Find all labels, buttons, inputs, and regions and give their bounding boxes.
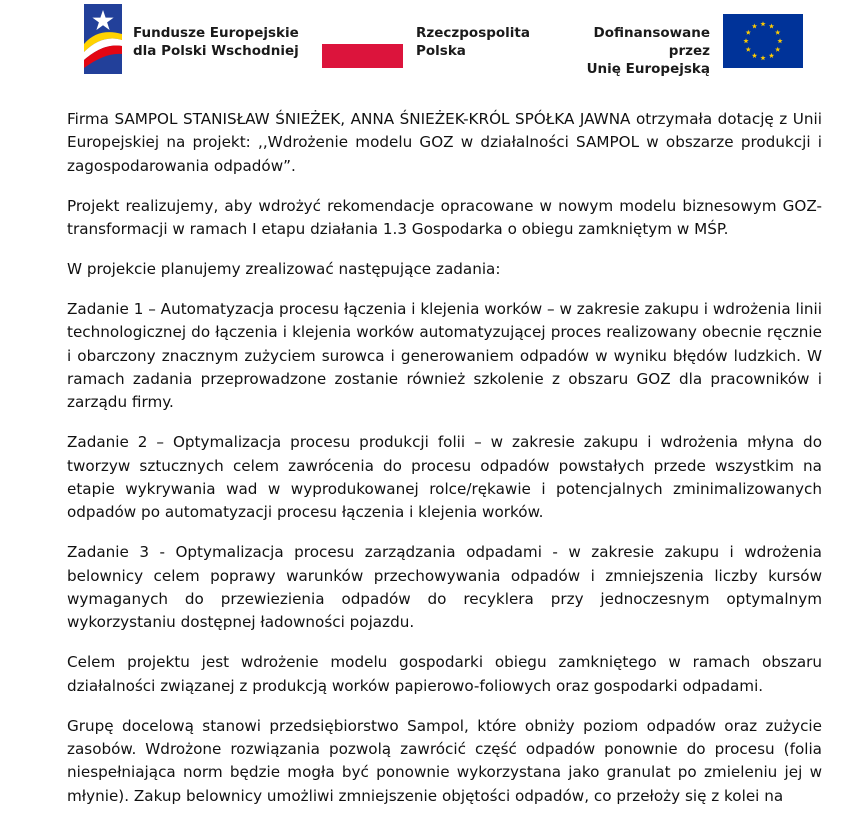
paragraph: Zadanie 3 - Optymalizacja procesu zarządzania odpadami - w zakresie zakupu i wdrożenia belownicy celem poprawy warunków przechowywania odpadów i zmniejszenia liczby kursów wymaganych do przewiezienia odpadów do recyklera przy jednoczesnym optymalnym wykorzystaniu dostępnej ładowności pojazdu.	[67, 543, 822, 632]
unia-europejska-text: Dofinansowane przez Unię Europejską	[586, 25, 710, 77]
document-body	[67, 108, 822, 825]
eu-flag-icon	[723, 14, 803, 68]
paragraph: Grupę docelową stanowi przedsiębiorstwo Sampol, które obniży poziom odpadów oraz zużycie zasobów. Wdrożone rozwiązania pozwolą zawrócić część odpadów ponownie do procesu (folia niespełniająca norm będzie mogła być ponownie wykorzystana jako granulat po zmieleniu jej w młynie). Zakup belownicy umożliwi zmniejszenie objętości odpadów, co przełoży się z kolei na	[67, 716, 822, 805]
paragraph: Firma SAMPOL STANISŁAW ŚNIEŻEK, ANNA ŚNIEŻEK-KRÓL SPÓŁKA JAWNA otrzymała dotację z Unii Europejskiej na projekt: ,,Wdrożenie modelu GOZ w działalności SAMPOL w obszarze produkcji i zagospodarowania odpadów”.	[67, 110, 822, 175]
fundusze-europejskie-text: Fundusze Europejskie dla Polski Wschodniej	[133, 25, 299, 59]
rzeczpospolita-polska-text: Rzeczpospolita Polska	[416, 25, 530, 59]
logo-bar	[0, 0, 854, 90]
paragraph: Zadanie 1 – Automatyzacja procesu łączenia i klejenia worków – w zakresie zakupu i wdrożenia linii technologicznej do łączenia i klejenia worków automatyzującej proces realizowany obecnie ręcznie i obarczony znacznym zużyciem surowca i generowaniem odpadów w wyniku błędów ludzkich. W ramach zadania przeprowadzone zostanie również szkolenie z obszaru GOZ dla pracowników i zarządu firmy.	[67, 300, 822, 412]
paragraph: Projekt realizujemy, aby wdrożyć rekomendacje opracowane w nowym modelu biznesowym GOZ-transformacji w ramach I etapu działania 1.3 Gospodarka o obiegu zamkniętym w MŚP.	[67, 196, 822, 238]
polish-flag-icon	[322, 44, 403, 68]
paragraph: Zadanie 2 – Optymalizacja procesu produkcji folii – w zakresie zakupu i wdrożenia młyna do tworzyw sztucznych celem zawrócenia do procesu odpadów powstałych przede wszystkim na etapie wykrywania wad w wyprodukowanej rolce/rękawie i potencjalnych zminimalizowanych odpadów po automatyzacji procesu łączenia i klejenia worków.	[67, 433, 822, 522]
fundusze-europejskie-logo-icon	[84, 4, 122, 74]
paragraph: W projekcie planujemy zrealizować następujące zadania:	[67, 260, 501, 279]
paragraph: Celem projektu jest wdrożenie modelu gospodarki obiegu zamkniętego w ramach obszaru działalności związanej z produkcją worków papierowo-foliowych oraz gospodarki odpadami.	[67, 653, 822, 695]
